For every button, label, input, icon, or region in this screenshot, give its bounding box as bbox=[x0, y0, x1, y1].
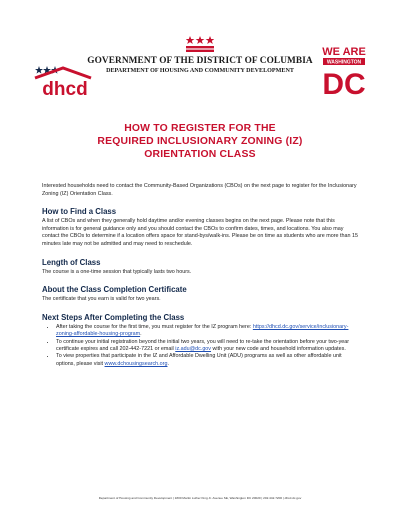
title-line-1: HOW TO REGISTER FOR THE bbox=[124, 123, 276, 134]
heading-length-of-class: Length of Class bbox=[42, 257, 101, 267]
list-item bbox=[56, 324, 362, 339]
logo-washington-text: WASHINGTON bbox=[326, 59, 362, 66]
step-1-end: . bbox=[140, 331, 142, 338]
dc-housing-search-link[interactable]: www.dchousingsearch.org bbox=[104, 360, 168, 367]
certificate-paragraph: The certificate that you earn is valid for two years. bbox=[42, 296, 161, 303]
heading-certificate: About the Class Completion Certificate bbox=[42, 285, 187, 295]
government-title: GOVERNMENT OF THE DISTRICT OF COLUMBIA bbox=[87, 56, 313, 66]
dhcd-logo-text: dhcd bbox=[42, 79, 88, 100]
heading-next-steps: Next Steps After Completing the Class bbox=[42, 312, 185, 322]
step-3-end: . bbox=[167, 360, 169, 367]
list-item bbox=[56, 353, 362, 368]
logo-we-are-text: WE ARE bbox=[322, 46, 366, 58]
step-2-end: with your new code and household information updates. bbox=[212, 345, 346, 352]
length-paragraph: The course is a one-time session that typically lasts two hours. bbox=[42, 268, 192, 275]
dhcd-logo bbox=[33, 62, 97, 100]
department-title: DEPARTMENT OF HOUSING AND COMMUNITY DEVELOPMENT bbox=[106, 68, 294, 74]
intro-paragraph: Interested households need to contact the Community-Based Organizations (CBOs) on the next page to register for the Inclusionary Zoning (IZ) Orientation Class. bbox=[42, 183, 357, 197]
find-class-paragraph: A list of CBOs and when they generally hold daytime and/or evening classes begins on the next page. Please note that this information is for general guidance only and you should contact the CBOs to confirm dates, times, and locations. You also may contact the CBOs to determine if a location offers space for stand-bys/walk-ins. Please be on time as students who are more than 15 minutes late may not be admitted and may need to reschedule. bbox=[42, 218, 359, 247]
we-are-washington-dc-logo bbox=[322, 44, 366, 100]
page-footer: Department of Housing and Community Development | 1800 Martin Luther King Jr. Avenue SE, Washington DC 20020 | 202.442.7200 | dhcd.dc.gov bbox=[98, 496, 302, 500]
list-item bbox=[56, 339, 362, 354]
title-line-2: REQUIRED INCLUSIONARY ZONING (IZ) bbox=[97, 136, 303, 147]
document-title bbox=[0, 122, 400, 161]
document-body bbox=[42, 183, 362, 368]
iz-email-link[interactable]: iz.adu@dc.gov bbox=[175, 345, 212, 352]
title-line-3: ORIENTATION CLASS bbox=[144, 149, 256, 160]
heading-find-class: How to Find a Class bbox=[42, 207, 117, 217]
next-steps-list bbox=[42, 324, 362, 368]
step-1-text: After taking the course for the first time, you must register for the IZ program here: bbox=[56, 323, 252, 330]
dc-flag-icon bbox=[186, 36, 214, 52]
iz-program-link[interactable]: https://dhcd.dc.gov/service/inclusionary-zoning-affordable-housing-program bbox=[56, 323, 349, 338]
logo-dc-text: DC bbox=[322, 68, 366, 100]
step-2-text: To continue your initial registration beyond the initial two years, you will need to re-take the orientation before your two-year certificate expires and call 202-442-7221 or email bbox=[56, 338, 350, 352]
step-3-text: To view properties that participate in the IZ and Affordable Dwelling Unit (ADU) programs as well as other affordable unit options, please visit bbox=[56, 353, 342, 367]
